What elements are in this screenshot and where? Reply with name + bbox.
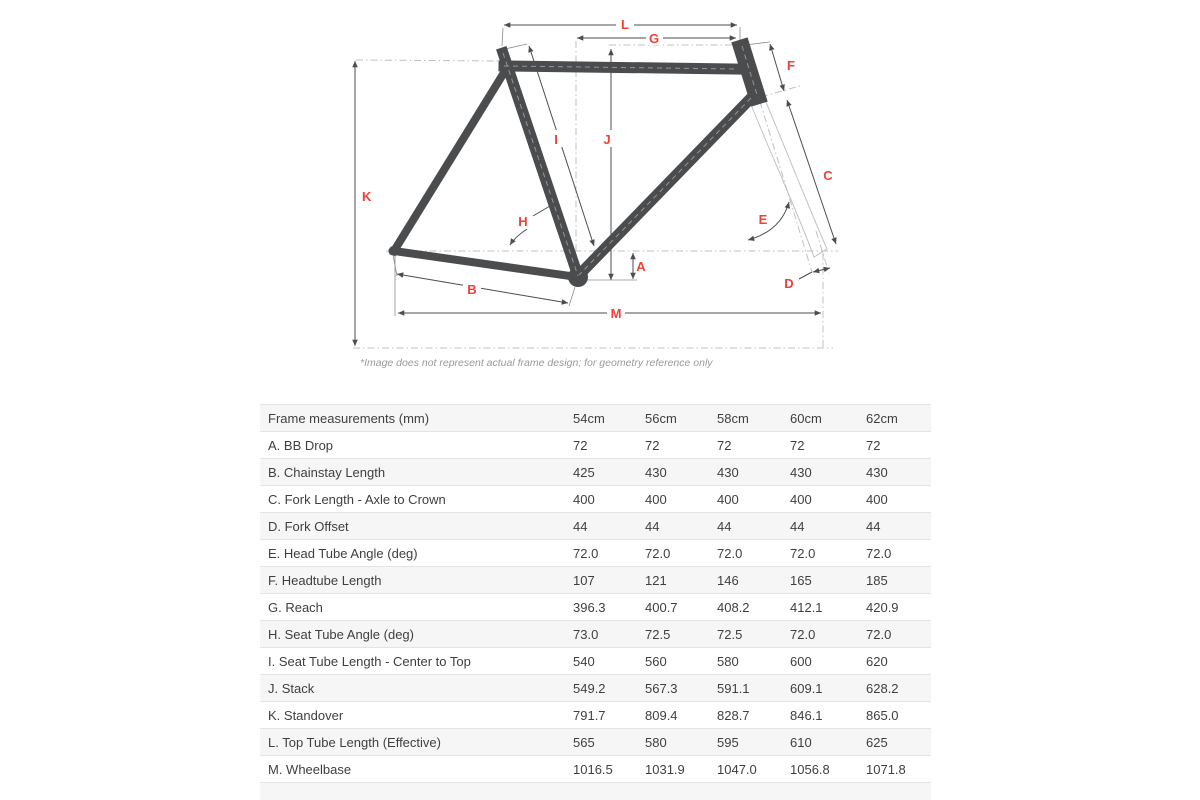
size-column-header: 60cm [790,410,822,426]
row-value: 72 [645,437,660,453]
row-value: 72.5 [717,626,743,642]
row-value: 408.2 [717,599,750,615]
row-value: 44 [573,518,588,534]
row-label: G. Reach [268,599,323,615]
row-value: 567.3 [645,680,678,696]
row-value: 185 [866,572,888,588]
row-value: 72 [866,437,881,453]
row-value: 72.0 [717,545,743,561]
row-value: 865.0 [866,707,899,723]
table-row [260,431,931,458]
row-value: 72.0 [866,626,892,642]
table-row [260,539,931,566]
row-value: 72.0 [866,545,892,561]
row-value: 620 [866,653,888,669]
dim-label-f: F [787,58,795,73]
row-value: 400.7 [645,599,678,615]
row-label: J. Stack [268,680,315,696]
row-value: 73.0 [573,626,599,642]
rear-dropout [389,247,398,256]
table-row [260,728,931,755]
row-value: 580 [645,734,667,750]
row-value: 44 [717,518,732,534]
row-value: 828.7 [717,707,750,723]
row-value: 600 [790,653,812,669]
dim-label-b: B [467,282,477,297]
row-value: 44 [866,518,881,534]
size-column-header: 62cm [866,410,898,426]
row-value: 430 [866,464,888,480]
row-label: C. Fork Length - Axle to Crown [268,491,446,507]
frame-geometry-svg [0,0,1200,395]
row-label: F. Headtube Length [268,572,382,588]
row-value: 549.2 [573,680,606,696]
row-value: 846.1 [790,707,823,723]
header-measurements-label: Frame measurements (mm) [268,410,430,426]
table-row [260,485,931,512]
dim-label-l: L [621,17,629,32]
dim-label-j: J [603,132,611,147]
row-label: H. Seat Tube Angle (deg) [268,626,414,642]
row-value: 72 [790,437,805,453]
row-value: 72 [717,437,732,453]
row-value: 400 [866,491,888,507]
fork-outline [748,97,827,257]
table-row [260,593,931,620]
table-partial-row [260,782,931,800]
row-value: 540 [573,653,595,669]
dim-label-g: G [648,31,660,46]
dim-label-h: H [518,214,528,229]
row-value: 425 [573,464,595,480]
table-row [260,458,931,485]
row-value: 1071.8 [866,761,906,777]
row-label: D. Fork Offset [268,518,349,534]
row-value: 430 [645,464,667,480]
row-value: 72 [573,437,588,453]
row-label: L. Top Tube Length (Effective) [268,734,441,750]
row-value: 580 [717,653,739,669]
row-value: 107 [573,572,595,588]
row-value: 44 [645,518,660,534]
row-label: A. BB Drop [268,437,334,453]
row-value: 591.1 [717,680,750,696]
table-row [260,674,931,701]
row-value: 400 [573,491,595,507]
row-value: 121 [645,572,667,588]
row-value: 412.1 [790,599,823,615]
row-value: 1047.0 [717,761,757,777]
row-value: 72.5 [645,626,671,642]
row-label: E. Head Tube Angle (deg) [268,545,418,561]
table-row [260,566,931,593]
row-value: 400 [790,491,812,507]
table-row [260,512,931,539]
size-column-header: 54cm [573,410,605,426]
row-value: 72.0 [573,545,599,561]
row-value: 628.2 [866,680,899,696]
row-value: 430 [717,464,739,480]
geometry-table-body [260,431,931,782]
table-row [260,647,931,674]
dimension-lines [355,25,836,346]
row-value: 146 [717,572,739,588]
row-value: 72.0 [645,545,671,561]
row-value: 610 [790,734,812,750]
row-value: 565 [573,734,595,750]
table-header-row [260,404,931,431]
table-row [260,620,931,647]
row-value: 809.4 [645,707,678,723]
row-value: 609.1 [790,680,823,696]
table-row [260,755,931,782]
dim-label-e: E [758,212,768,227]
row-value: 791.7 [573,707,606,723]
size-column-header: 58cm [717,410,749,426]
dim-label-d: D [784,276,794,291]
dim-label-i: I [554,132,558,147]
row-value: 420.9 [866,599,899,615]
bottom-bracket [568,267,588,287]
row-value: 400 [717,491,739,507]
geometry-table [260,404,931,800]
row-value: 625 [866,734,888,750]
dim-label-a: A [636,259,646,274]
dim-label-c: C [823,168,833,183]
row-label: K. Standover [268,707,344,723]
row-value: 72.0 [790,626,816,642]
dim-label-m: M [610,306,622,321]
row-value: 1031.9 [645,761,685,777]
row-value: 165 [790,572,812,588]
row-value: 44 [790,518,805,534]
row-value: 1056.8 [790,761,830,777]
row-label: B. Chainstay Length [268,464,386,480]
size-column-header: 56cm [645,410,677,426]
row-value: 430 [790,464,812,480]
row-value: 560 [645,653,667,669]
dim-label-k: K [362,189,372,204]
row-value: 595 [717,734,739,750]
row-value: 72.0 [790,545,816,561]
row-label: I. Seat Tube Length - Center to Top [268,653,471,669]
row-label: M. Wheelbase [268,761,352,777]
frame-geometry-diagram [0,0,1200,395]
diagram-disclaimer: *Image does not represent actual frame design; for geometry reference only [360,357,713,369]
row-value: 1016.5 [573,761,613,777]
table-row [260,701,931,728]
row-value: 400 [645,491,667,507]
row-value: 396.3 [573,599,606,615]
